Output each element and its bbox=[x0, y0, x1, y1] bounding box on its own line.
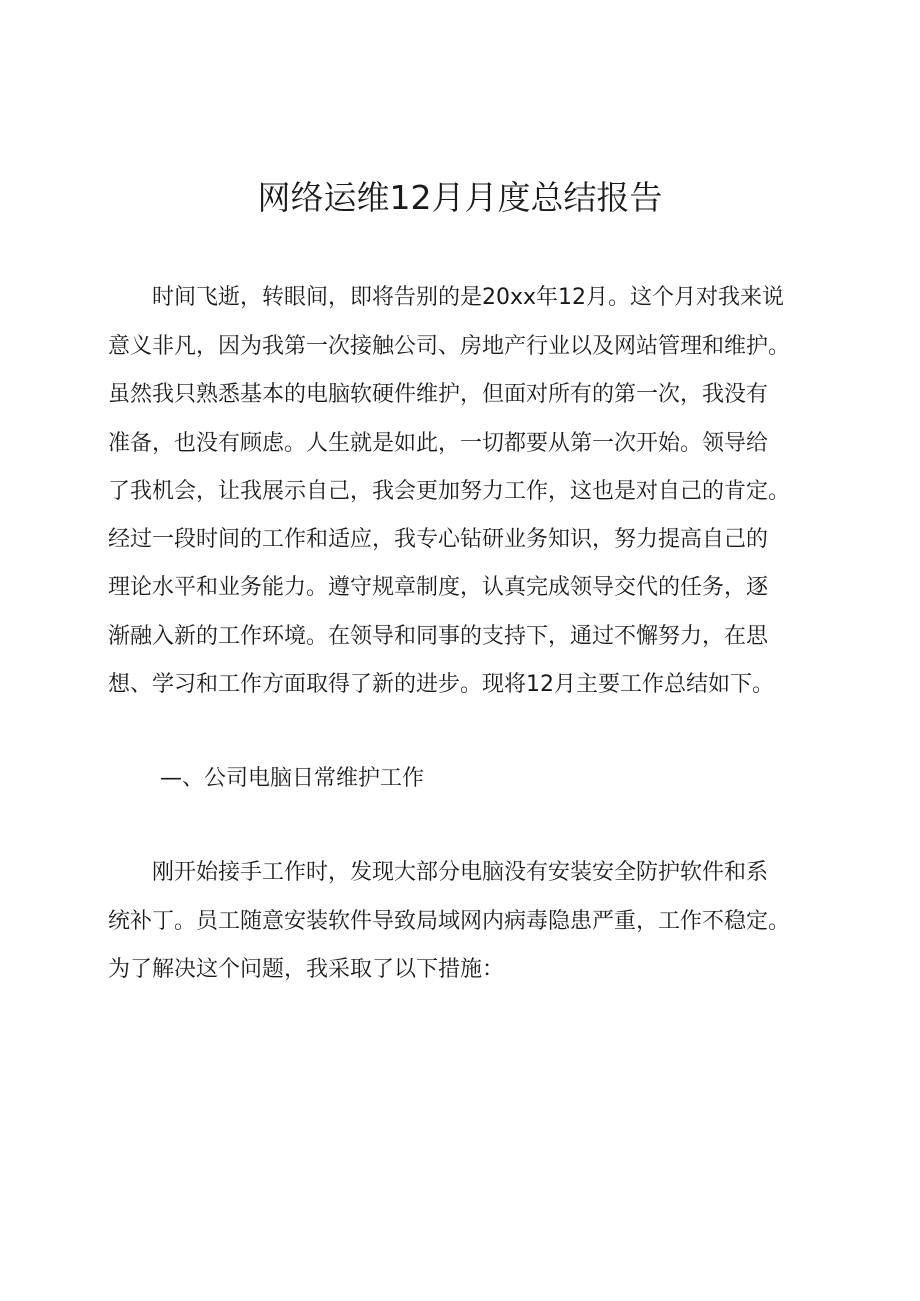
intro-paragraph-line: 时间飞逝，转眼间，即将告别的是20xx年12月。这个月对我来说 bbox=[152, 285, 785, 310]
intro-paragraph-line: 想、学习和工作方面取得了新的进步。现将12月主要工作总结如下。 bbox=[108, 672, 774, 697]
intro-paragraph-line: 理论水平和业务能力。遵守规章制度，认真完成领导交代的任务，逐 bbox=[108, 575, 769, 600]
section-heading: —、公司电脑日常维护工作 bbox=[160, 766, 425, 791]
section-paragraph-line: 统补丁。员工随意安装软件导致局域网内病毒隐患严重，工作不稳定。 bbox=[108, 909, 791, 934]
intro-paragraph-line: 虽然我只熟悉基本的电脑软硬件维护，但面对所有的第一次，我没有 bbox=[108, 382, 769, 407]
intro-paragraph-line: 意义非凡，因为我第一次接触公司、房地产行业以及网站管理和维护。 bbox=[108, 334, 791, 359]
section-paragraph-line: 为了解决这个问题，我采取了以下措施： bbox=[108, 957, 505, 982]
intro-paragraph-line: 了我机会，让我展示自己，我会更加努力工作，这也是对自己的肯定。 bbox=[108, 479, 791, 504]
section-paragraph-line: 刚开始接手工作时，发现大部分电脑没有安装安全防护软件和系 bbox=[152, 860, 769, 885]
document-title: 网络运维12月月度总结报告 bbox=[257, 178, 663, 217]
intro-paragraph-line: 渐融入新的工作环境。在领导和同事的支持下，通过不懈努力，在思 bbox=[108, 624, 769, 649]
intro-paragraph-line: 经过一段时间的工作和适应，我专心钻研业务知识，努力提高自己的 bbox=[108, 527, 769, 552]
intro-paragraph-line: 准备，也没有顾虑。人生就是如此，一切都要从第一次开始。领导给 bbox=[108, 431, 769, 456]
